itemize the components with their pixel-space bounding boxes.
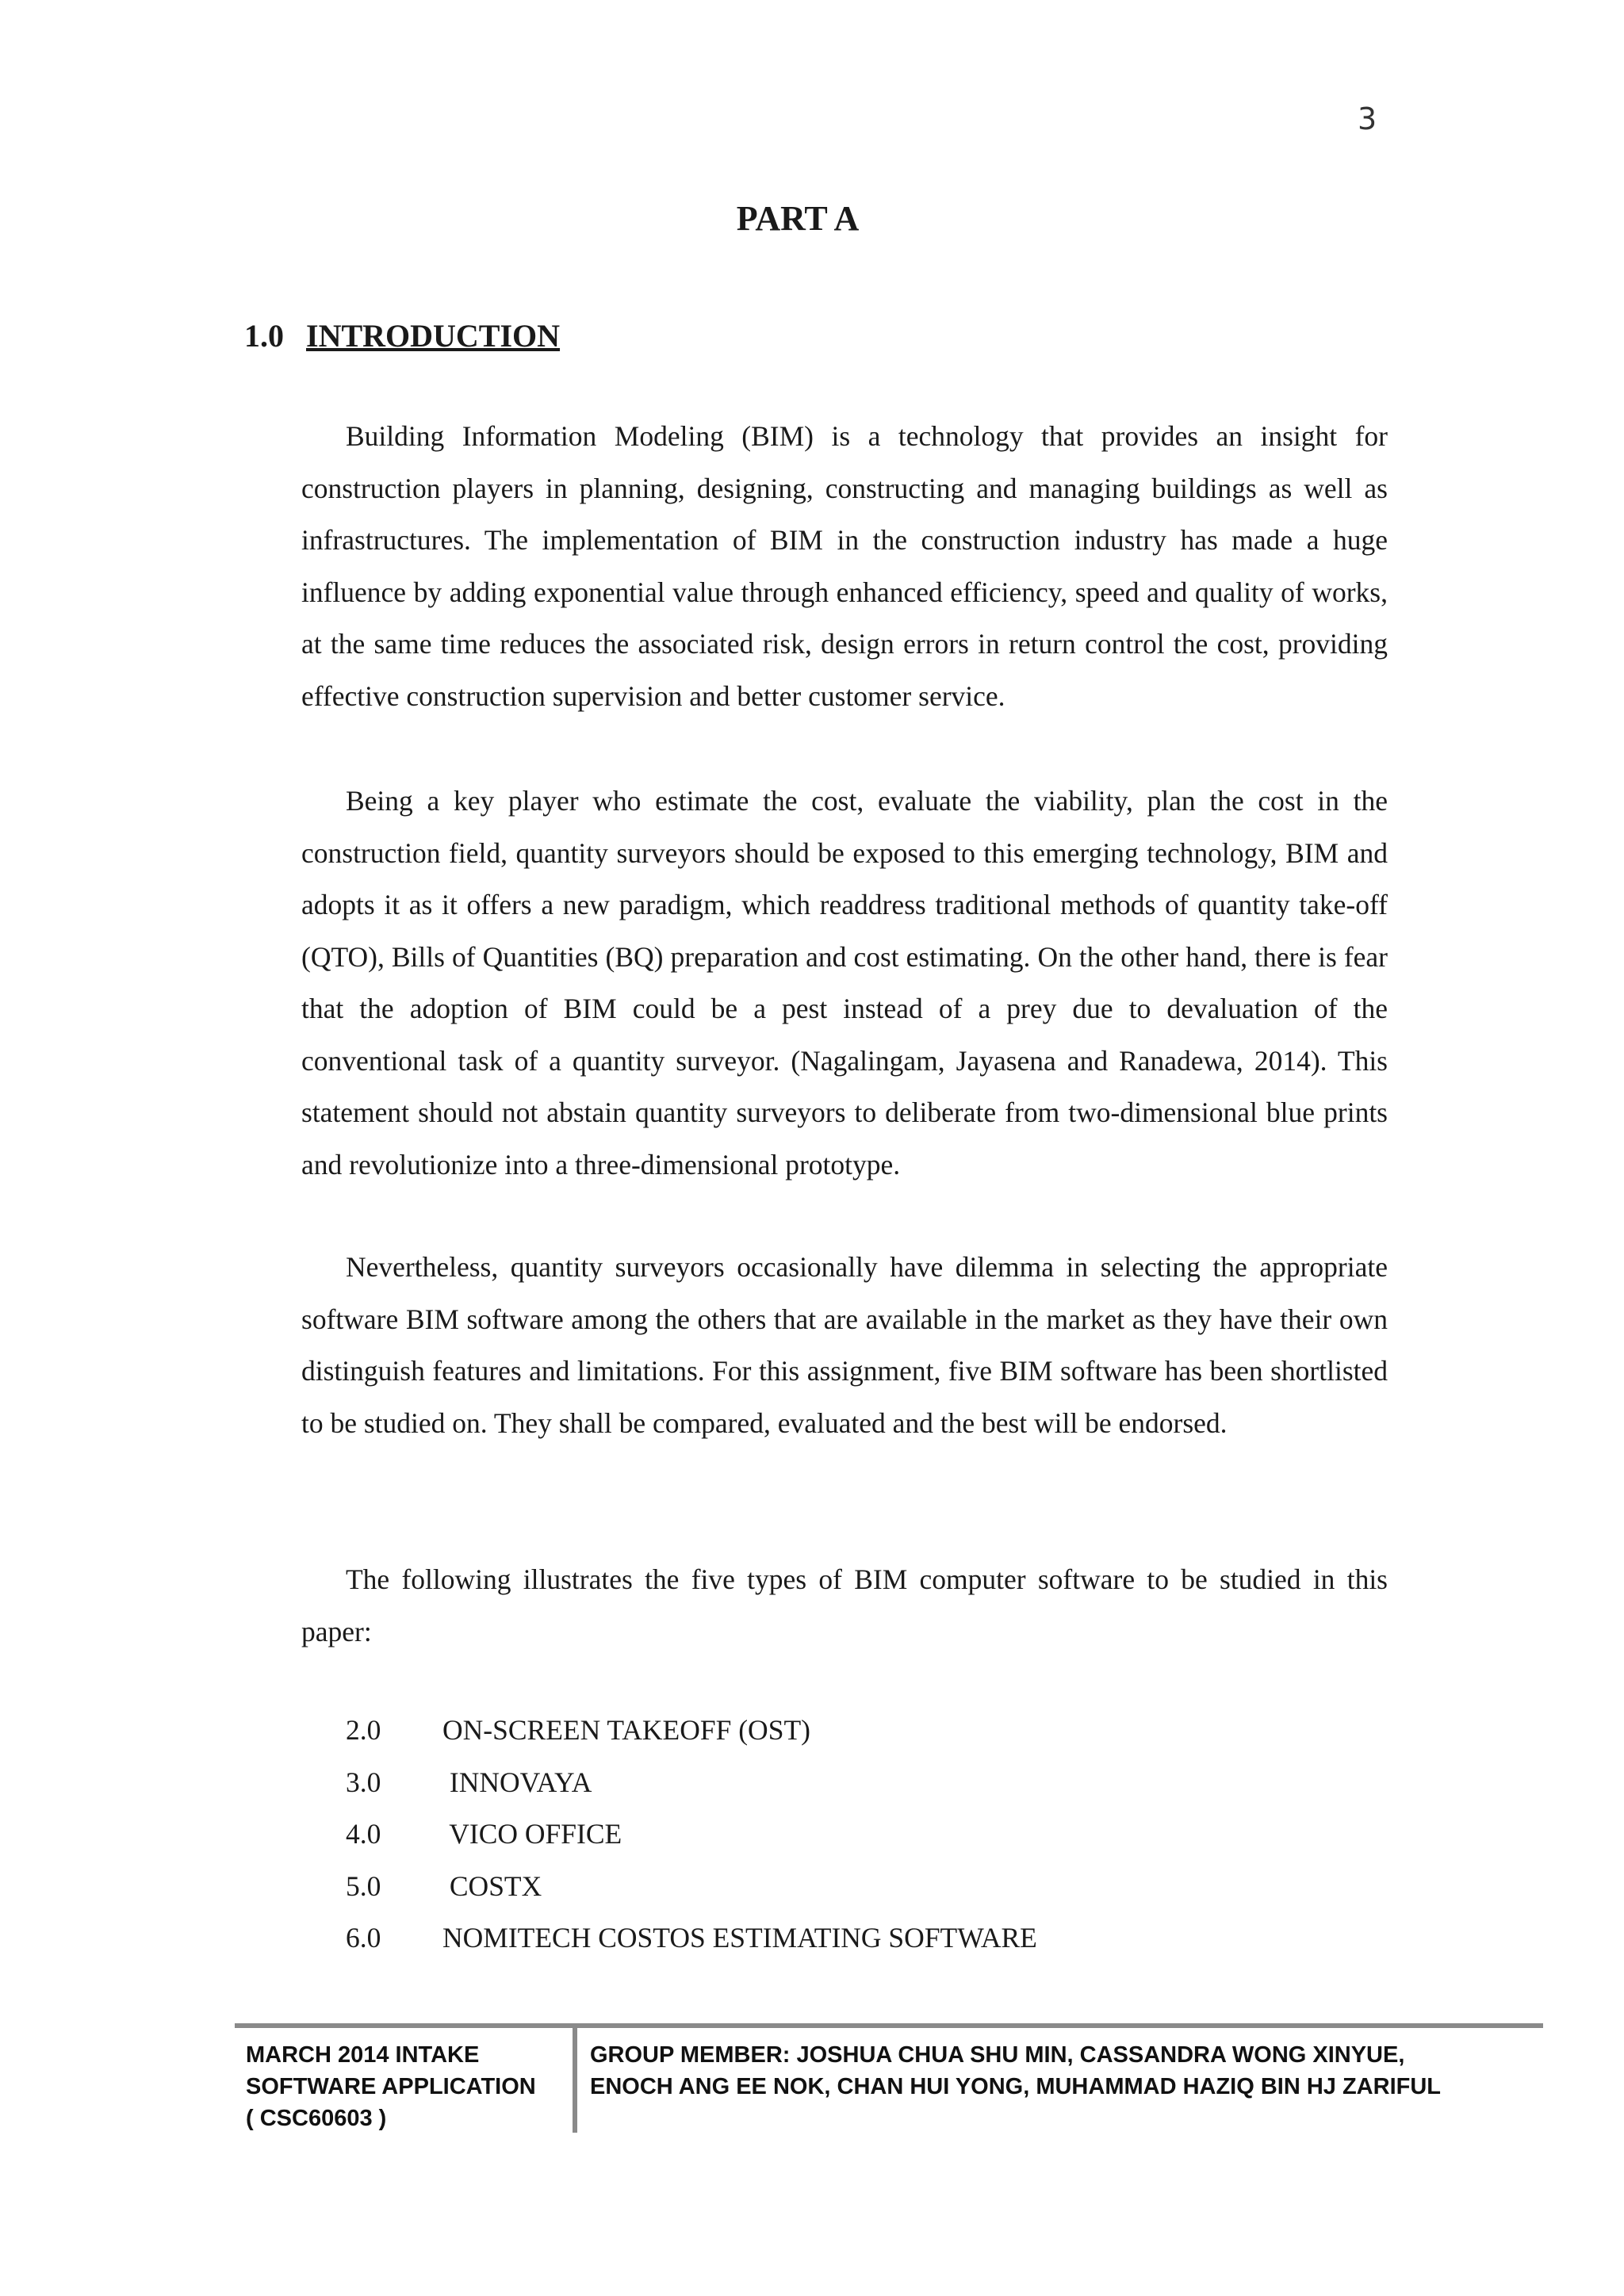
footer-group-members	[590, 2039, 1534, 2103]
section-heading	[244, 317, 560, 354]
software-list	[346, 1705, 1037, 1965]
list-item-number: 4.0	[346, 1818, 381, 1850]
paragraph-text: Nevertheless, quantity surveyors occasionally have dilemma in selecting the appropriate software BIM software among the others that are available in the market as they have their own distinguish features and limitations. For this assignment, five BIM software has been shortlisted to be studied on. They shall be compared, evaluated and the best will be endorsed.	[301, 1251, 1388, 1439]
part-title	[0, 198, 1624, 239]
list-item-name: NOMITECH COSTOS ESTIMATING SOFTWARE	[442, 1922, 1037, 1954]
page-footer	[235, 2023, 1543, 2131]
paragraph-4	[301, 1554, 1388, 1658]
list-item-number: 2.0	[346, 1714, 381, 1746]
section-title: INTRODUCTION	[306, 318, 561, 354]
footer-course-code: ( CSC60603 )	[246, 2106, 387, 2131]
paragraph-text: The following illustrates the five types of BIM computer software to be studied in this paper:	[301, 1563, 1388, 1647]
list-item-number: 5.0	[346, 1869, 381, 1902]
footer-course-info	[246, 2039, 573, 2134]
list-item-name: VICO OFFICE	[442, 1818, 622, 1850]
list-item-name: INNOVAYA	[442, 1766, 592, 1798]
list-item-name: ON-SCREEN TAKEOFF (OST)	[442, 1714, 810, 1746]
part-title-text: PART A	[736, 199, 860, 238]
footer-members-line-2: ENOCH ANG EE NOK, CHAN HUI YONG, MUHAMMAD HAZIQ BIN HJ ZARIFUL	[590, 2074, 1441, 2099]
page-number: 3	[1358, 101, 1377, 136]
list-item	[346, 1861, 1037, 1913]
paragraph-text: Being a key player who estimate the cost, evaluate the viability, plan the cost in the construction field, quantity surveyors should be exposed to this emerging technology, BIM and adopts it as it offers a new paradigm, which readdress traditional methods of quantity take-off (QTO), Bills of Quantities (BQ) preparation and cost estimating. On the other hand, there is fear that the adoption of BIM could be a pest instead of a prey due to devaluation of the conventional task of a quantity surveyor. (Nagalingam, Jayasena and Ranadewa, 2014). This statement should not abstain quantity surveyors to deliberate from two-dimensional blue prints and revolutionize into a three-dimensional prototype.	[301, 785, 1388, 1181]
list-item	[346, 1757, 1037, 1809]
list-item	[346, 1808, 1037, 1861]
footer-members-line-1: GROUP MEMBER: JOSHUA CHUA SHU MIN, CASSANDRA WONG XINYUE,	[590, 2042, 1405, 2068]
paragraph-2	[301, 775, 1388, 1191]
paragraph-1	[301, 411, 1388, 722]
list-item	[346, 1705, 1037, 1757]
list-item-number: 6.0	[346, 1922, 381, 1954]
footer-intake: MARCH 2014 INTAKE	[246, 2042, 480, 2068]
list-item	[346, 1912, 1037, 1965]
section-number: 1.0	[244, 318, 284, 354]
paragraph-3	[301, 1242, 1388, 1449]
list-item-name: COSTX	[442, 1869, 542, 1902]
list-item-number: 3.0	[346, 1766, 381, 1798]
footer-divider	[573, 2028, 577, 2133]
footer-subject: SOFTWARE APPLICATION	[246, 2074, 536, 2099]
paragraph-text: Building Information Modeling (BIM) is a technology that provides an insight for construction players in planning, designing, constructing and managing buildings as well as infrastructures. The implementation of BIM in the construction industry has made a huge influence by adding exponential value through enhanced efficiency, speed and quality of works, at the same time reduces the associated risk, design errors in return control the cost, providing effective construction supervision and better customer service.	[301, 420, 1388, 712]
